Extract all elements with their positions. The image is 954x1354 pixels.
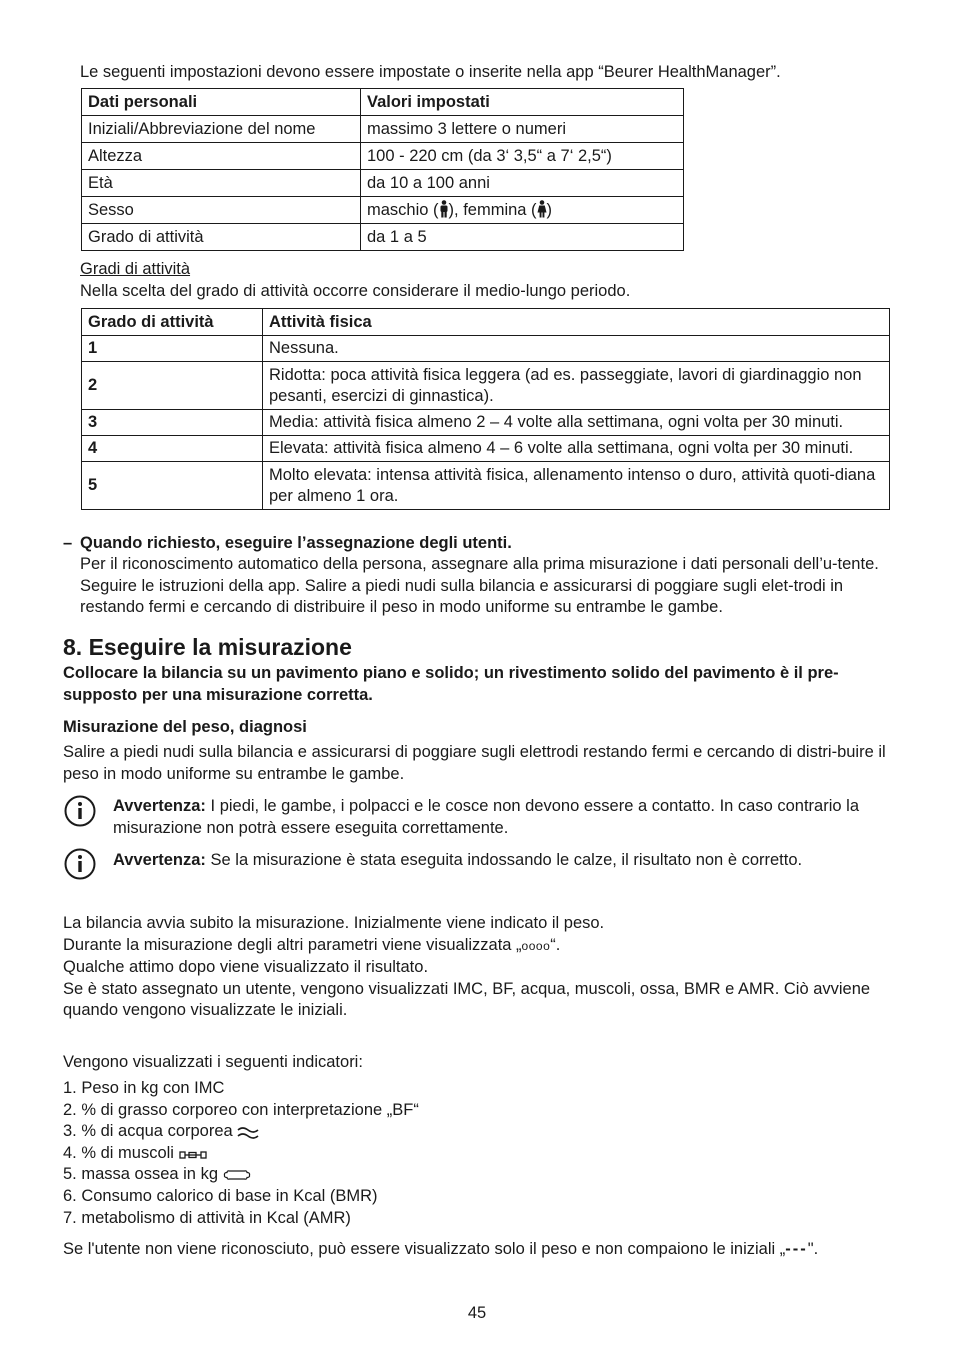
muscle-icon: [179, 1149, 207, 1161]
assign-body: Per il riconoscimento automatico della persona, assegnare alla prima misurazione i dati personali dell’u-tente. Seguire le istruzioni della app. Salire a piedi nudi sulla bilancia e assicurarsi di poggiare sugli elet-trodi in restando fermi e cercando di distribuire il peso in modo uniforme su entrambe le gambe.: [80, 555, 879, 616]
list-item-label: 4. % di muscoli: [63, 1143, 174, 1162]
male-icon: [439, 200, 449, 218]
list-item-label: 6. Consumo calorico di base in Kcal (BMR): [63, 1186, 378, 1205]
process-line: [63, 935, 893, 958]
list-item: [63, 1100, 419, 1122]
warning-label: Avvertenza:: [113, 851, 206, 869]
segment-code: ---: [785, 1240, 808, 1258]
list-item-label: 2. % di grasso corporeo con interpretazione „BF“: [63, 1100, 419, 1119]
table-cell: Grado di attività: [82, 224, 361, 251]
section-body: Salire a piedi nudi sulla bilancia e assicurarsi di poggiare sugli elettrodi restando fermi e cercando di distri-buire il peso in modo uniforme su entrambe le gambe.: [63, 743, 886, 783]
table-cell: 5: [82, 462, 263, 510]
note-text: Se l'utente non viene riconosciuto, può essere visualizzato solo il peso e non compaiono le iniziali „: [63, 1240, 786, 1258]
table-cell: Sesso: [82, 197, 361, 224]
list-item-label: 5. massa ossea in kg: [63, 1165, 218, 1184]
process-line: Se è stato assegnato un utente, vengono visualizzati IMC, BF, acqua, muscoli, ossa, BMR e AMR. Ciò avviene quando vengono visualizzate le iniziali.: [63, 979, 871, 1019]
table-cell: massimo 3 lettere o numeri: [361, 116, 684, 143]
table-row: [82, 116, 684, 143]
table-header-row: [82, 89, 684, 116]
indicators-list: [63, 1078, 419, 1229]
process-block: [63, 913, 893, 1022]
table-cell: 3: [82, 410, 263, 436]
warning-label: Avvertenza:: [113, 797, 206, 815]
sex-middle: ), femmina (: [448, 200, 537, 219]
list-item-label: 7. metabolismo di attività in Kcal (AMR): [63, 1208, 351, 1227]
table-row: [82, 197, 684, 224]
assign-dash: –: [63, 534, 73, 552]
table-header: Dati personali: [82, 89, 361, 116]
list-item: [63, 1143, 419, 1165]
process-line: Qualche attimo dopo viene visualizzato il risultato.: [63, 958, 429, 976]
sex-cell: [361, 197, 684, 224]
table-row: [82, 362, 890, 410]
table-cell: 2: [82, 362, 263, 410]
table-cell: 1: [82, 336, 263, 362]
list-item-label: 3. % di acqua corporea: [63, 1122, 233, 1141]
warning-text: I piedi, le gambe, i polpacci e le cosce non devono essere a contatto. In caso contrario la misurazione non potrà essere eseguita correttamente.: [113, 797, 859, 837]
list-item: [63, 1186, 419, 1208]
table-cell: da 10 a 100 anni: [361, 170, 684, 197]
segment-code: oooo: [521, 938, 551, 953]
info-icon: [64, 848, 96, 880]
table-row: [82, 224, 684, 251]
table-cell: Iniziali/Abbreviazione del nome: [82, 116, 361, 143]
unrecognized-note: [63, 1239, 818, 1261]
table-row: [82, 170, 684, 197]
table-header-row: [82, 309, 890, 336]
activity-note: Nella scelta del grado di attività occorre considerare il medio-lungo periodo.: [80, 282, 631, 300]
table-cell: da 1 a 5: [361, 224, 684, 251]
activity-table: [81, 308, 890, 510]
note-text: ".: [807, 1240, 819, 1258]
table-row: [82, 143, 684, 170]
table-row: [82, 462, 890, 510]
table-row: [82, 410, 890, 436]
table-cell: 100 - 220 cm (da 3‘ 3,5“ a 7‘ 2,5“): [361, 143, 684, 170]
info-icon: [64, 795, 96, 827]
list-item-label: 1. Peso in kg con IMC: [63, 1079, 225, 1097]
list-item: [63, 1164, 419, 1186]
indicators-intro: Vengono visualizzati i seguenti indicatori:: [63, 1053, 363, 1071]
table-header: Grado di attività: [82, 309, 263, 336]
female-icon: [537, 200, 547, 218]
sex-prefix: maschio (: [367, 200, 439, 219]
warning-1: [113, 796, 893, 839]
intro-text: Le seguenti impostazioni devono essere impostate o inserite nella app “Beurer HealthManager”.: [80, 63, 781, 81]
table-cell: 4: [82, 436, 263, 462]
table-row: [82, 436, 890, 462]
process-line: La bilancia avvia subito la misurazione. Inizialmente viene indicato il peso.: [63, 914, 605, 932]
warning-text: Se la misurazione è stata eseguita indossando le calze, il risultato non è corretto.: [205, 851, 803, 869]
section-heading: 8. Eseguire la misurazione: [63, 634, 352, 660]
table-row: [82, 336, 890, 362]
page-number: 45: [467, 1304, 487, 1322]
personal-data-table: [81, 88, 684, 251]
assign-title: Quando richiesto, eseguire l’assegnazione degli utenti.: [80, 534, 512, 552]
water-icon: [237, 1125, 259, 1139]
section-subheading: Misurazione del peso, diagnosi: [63, 718, 307, 736]
list-item: [63, 1078, 419, 1100]
warning-2: [113, 850, 893, 872]
table-cell: Media: attività fisica almeno 2 – 4 volte alla settimana, ogni volta per 30 minuti.: [263, 410, 890, 436]
process-text: “.: [550, 935, 561, 954]
table-cell: Età: [82, 170, 361, 197]
table-cell: Elevata: attività fisica almeno 4 – 6 volte alla settimana, ogni volta per 30 minuti.: [263, 436, 890, 462]
section-lead: Collocare la bilancia su un pavimento piano e solido; un rivestimento solido del pavimento è il pre-supposto per una misurazione corretta.: [63, 664, 839, 704]
list-item: [63, 1208, 419, 1230]
list-item: [63, 1121, 419, 1143]
table-header: Valori impostati: [361, 89, 684, 116]
table-cell: Altezza: [82, 143, 361, 170]
sex-suffix: ): [546, 200, 553, 219]
table-cell: Molto elevata: intensa attività fisica, allenamento intenso o duro, attività quoti-diana per almeno 1 ora.: [263, 462, 890, 510]
bone-icon: [223, 1170, 251, 1182]
process-text: Durante la misurazione degli altri parametri viene visualizzata „: [63, 935, 522, 954]
activity-heading: Gradi di attività: [80, 260, 191, 278]
table-header: Attività fisica: [263, 309, 890, 336]
table-cell: Ridotta: poca attività fisica leggera (ad es. passeggiate, lavori di giardinaggio non pesanti, esercizi di ginnastica).: [263, 362, 890, 410]
table-cell: Nessuna.: [263, 336, 890, 362]
